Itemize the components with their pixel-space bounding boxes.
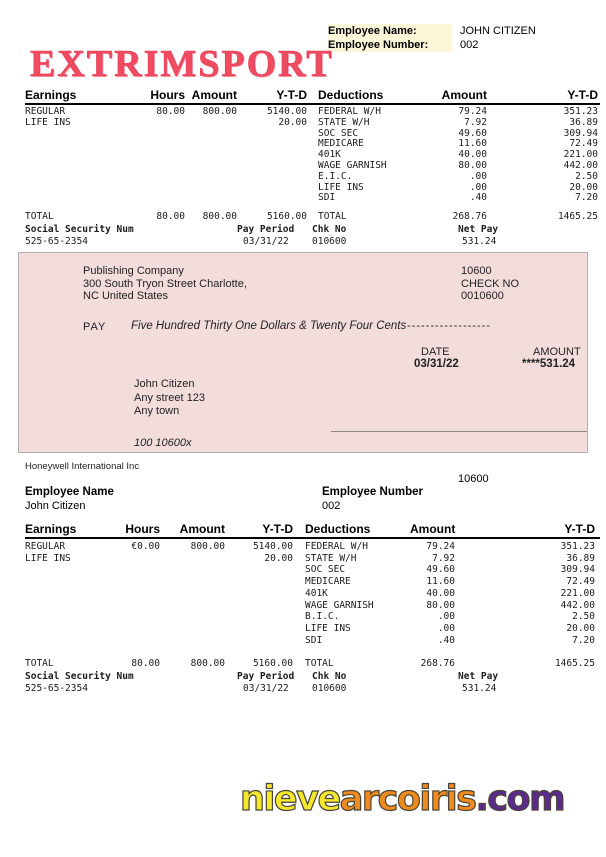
micr-text: 100 10600x — [134, 437, 192, 449]
earnings-total-ytd: 5160.00 — [266, 211, 307, 223]
check-no-label: CHECK NO — [461, 277, 520, 290]
deduction-amount: .40 — [469, 192, 487, 204]
deduction-ytd: 7.20 — [575, 192, 598, 204]
watermark-part-com: .com — [475, 779, 565, 819]
table-row — [25, 541, 293, 553]
chk-no-value: 010600 — [312, 236, 347, 248]
stub-top-table-body — [25, 107, 606, 204]
table-row — [25, 553, 293, 565]
deduction-name: SOC SEC — [305, 564, 346, 576]
pay-label: PAY — [83, 321, 107, 333]
check-region — [18, 252, 588, 453]
deductions-total-ytd: 1465.25 — [557, 211, 598, 223]
watermark-part-arcoiris: arcoiris — [339, 779, 476, 819]
earning-ytd: 5140.00 — [266, 106, 307, 117]
deduction-name: FEDERAL W/H — [318, 106, 381, 117]
table-row — [305, 576, 595, 588]
deduction-amount: .00 — [437, 611, 455, 623]
bottom-employee-number-value: 002 — [322, 500, 341, 512]
amount-label: AMOUNT — [533, 346, 581, 358]
date-label: DATE — [421, 346, 450, 358]
deduction-ytd: 2.50 — [575, 170, 598, 182]
check-company-address1: 300 South Tryon Street Charlotte, — [83, 277, 247, 290]
deduction-name: E.I.C. — [318, 170, 353, 182]
deduction-name: B.I.C. — [305, 611, 340, 623]
amount-in-words: Five Hundred Thirty One Dollars & Twenty Four Cents — [131, 320, 407, 332]
earning-name: LIFE INS — [25, 116, 71, 128]
deduction-name: STATE W/H — [305, 552, 357, 564]
amount-value: ****531.24 — [522, 358, 576, 370]
col-header-deductions: Deductions — [318, 88, 384, 102]
earnings-total-hours: 80.00 — [156, 211, 185, 223]
deduction-ytd: 309.94 — [560, 564, 595, 576]
col-header-earnings: Earnings — [25, 522, 77, 536]
deduction-ytd: 351.23 — [563, 106, 598, 117]
deduction-amount: 80.00 — [458, 159, 487, 171]
ssn-label: Social Security Num — [25, 671, 134, 683]
table-row — [305, 588, 595, 600]
table-row — [305, 553, 595, 565]
earnings-total-label: TOTAL — [25, 211, 54, 223]
col-header-deductions: Deductions — [305, 522, 371, 536]
col-header-hours: Hours — [150, 88, 185, 102]
stub-bottom-table-header — [25, 522, 600, 539]
deduction-ytd: 2.50 — [572, 611, 595, 623]
net-pay-value: 531.24 — [462, 236, 497, 248]
signature-line — [331, 431, 587, 432]
pay-period-value: 03/31/22 — [243, 683, 289, 695]
deduction-amount: 80.00 — [426, 599, 455, 611]
check-company-address2: NC United States — [83, 290, 168, 302]
stub-bottom-total-row — [25, 658, 606, 669]
deduction-name: WAGE GARNISH — [318, 159, 387, 171]
bottom-employee-name-label: Employee Name — [25, 486, 114, 498]
col-header-amount: Amount — [191, 88, 237, 102]
earning-name: REGULAR — [25, 106, 66, 117]
col-header-ytd: Y-T-D — [262, 522, 293, 536]
earning-hours: 80.00 — [156, 106, 185, 117]
deduction-name: STATE W/H — [318, 116, 370, 128]
deductions-total-label: TOTAL — [318, 211, 347, 223]
check-no-value: 0010600 — [461, 290, 504, 302]
col-header-ded-amount: Amount — [410, 522, 456, 536]
col-header-ytd: Y-T-D — [276, 88, 307, 102]
employee-name-row — [328, 24, 536, 38]
payee-block — [134, 378, 205, 419]
site-watermark — [240, 779, 564, 819]
earning-amount: 800.00 — [202, 106, 237, 117]
deduction-name: SOC SEC — [318, 127, 359, 139]
filler-dashes: ------------------ — [407, 320, 491, 332]
col-header-earnings: Earnings — [25, 88, 77, 102]
employee-number-label: Employee Number: — [328, 38, 452, 52]
table-row — [318, 183, 598, 194]
col-header-ded-ytd: Y-T-D — [567, 88, 598, 102]
deduction-name: FEDERAL W/H — [305, 541, 368, 552]
deductions-total-ytd: 1465.25 — [554, 658, 595, 670]
table-row — [305, 600, 595, 612]
table-row — [318, 118, 598, 129]
bottom-check-number: 10600 — [458, 473, 489, 485]
deduction-name: WAGE GARNISH — [305, 599, 374, 611]
deduction-ytd: 7.20 — [572, 634, 595, 646]
deductions-column — [305, 541, 595, 646]
deduction-ytd: 442.00 — [560, 599, 595, 611]
deduction-amount: 40.00 — [426, 587, 455, 599]
pay-period-label: Pay Period — [237, 671, 295, 683]
earnings-column — [25, 541, 293, 646]
deduction-amount: .00 — [469, 170, 487, 182]
earning-hours: €0.00 — [131, 541, 160, 552]
company-logo: EXTRIMSPORT — [30, 43, 334, 85]
employee-name-label: Employee Name: — [328, 24, 452, 38]
table-row — [305, 541, 595, 553]
deduction-name: MEDICARE — [318, 138, 364, 150]
stub-bottom-table-body — [25, 541, 606, 646]
date-value: 03/31/22 — [414, 358, 459, 370]
check-company-name: Publishing Company — [83, 265, 184, 277]
deduction-amount: 79.24 — [426, 541, 455, 552]
deduction-ytd: 36.89 — [566, 552, 595, 564]
earnings-column — [25, 107, 307, 204]
deduction-ytd: 221.00 — [563, 149, 598, 161]
earnings-total-amount: 800.00 — [202, 211, 237, 223]
earning-amount — [160, 553, 225, 565]
deduction-name: LIFE INS — [318, 181, 364, 193]
net-pay-value: 531.24 — [462, 683, 497, 695]
deduction-ytd: 309.94 — [563, 127, 598, 139]
deduction-amount: 7.92 — [464, 116, 487, 128]
deduction-amount: .40 — [437, 634, 455, 646]
stub-top-total-row — [25, 211, 606, 222]
deduction-amount: .00 — [469, 181, 487, 193]
earning-hours — [125, 118, 185, 129]
deduction-ytd: 442.00 — [563, 159, 598, 171]
deduction-amount: 7.92 — [432, 552, 455, 564]
chk-no-label: Chk No — [312, 224, 347, 236]
bottom-employee-number-label: Employee Number — [322, 486, 423, 498]
check-number: 10600 — [461, 265, 492, 277]
payee-address2: Any town — [134, 405, 180, 417]
stub-bottom-footer — [0, 671, 606, 709]
earnings-total-label: TOTAL — [25, 658, 54, 670]
deductions-column — [318, 107, 598, 204]
ssn-label: Social Security Num — [25, 224, 134, 236]
table-row — [305, 623, 595, 635]
pay-stub-bottom — [0, 522, 606, 709]
employee-name-value: JOHN CITIZEN — [460, 25, 536, 37]
earning-name: LIFE INS — [25, 552, 71, 564]
deduction-name: MEDICARE — [305, 576, 351, 588]
deductions-total — [305, 658, 595, 669]
earning-amount: 800.00 — [190, 541, 225, 552]
deduction-amount: 11.60 — [458, 138, 487, 150]
table-row — [25, 118, 307, 129]
earning-ytd: 5140.00 — [252, 541, 293, 552]
deduction-amount: 49.60 — [458, 127, 487, 139]
col-header-amount: Amount — [179, 522, 225, 536]
chk-no-value: 010600 — [312, 683, 347, 695]
deduction-name: SDI — [318, 192, 336, 204]
deduction-ytd: 221.00 — [560, 587, 595, 599]
table-row — [318, 172, 598, 183]
net-pay-label: Net Pay — [458, 671, 499, 683]
col-header-ded-ytd: Y-T-D — [564, 522, 595, 536]
employee-header — [328, 24, 536, 52]
earnings-total-ytd: 5160.00 — [252, 658, 293, 670]
pay-period-label: Pay Period — [237, 224, 295, 236]
ssn-value: 525-65-2354 — [25, 236, 88, 248]
table-row — [305, 611, 595, 623]
earning-amount — [185, 118, 237, 129]
bottom-employee-name-value: John Citizen — [25, 500, 86, 512]
deduction-ytd: 351.23 — [560, 541, 595, 552]
deduction-ytd: 72.49 — [566, 576, 595, 588]
check-number-block — [461, 265, 519, 303]
deductions-total-label: TOTAL — [305, 658, 334, 670]
stub-top-table-header — [25, 88, 600, 105]
check-company-block — [83, 265, 247, 303]
table-row — [318, 161, 598, 172]
pay-period-value: 03/31/22 — [243, 236, 289, 248]
col-header-hours: Hours — [125, 522, 160, 536]
bottom-company-name: Honeywell International Inc — [25, 461, 140, 472]
deductions-total-amount: 268.76 — [452, 211, 487, 223]
deduction-ytd: 36.89 — [569, 116, 598, 128]
deduction-ytd: 20.00 — [569, 181, 598, 193]
payee-address1: Any street 123 — [134, 391, 205, 404]
earning-name: REGULAR — [25, 541, 66, 552]
earning-hours — [125, 553, 160, 565]
deduction-name: SDI — [305, 634, 323, 646]
earnings-total-amount: 800.00 — [190, 658, 225, 670]
deduction-amount: 79.24 — [458, 106, 487, 117]
ssn-value: 525-65-2354 — [25, 683, 88, 695]
deduction-amount: .00 — [437, 622, 455, 634]
deductions-total — [318, 211, 598, 222]
deduction-amount: 40.00 — [458, 149, 487, 161]
chk-no-label: Chk No — [312, 671, 347, 683]
deduction-name: LIFE INS — [305, 622, 351, 634]
deductions-total-amount: 268.76 — [420, 658, 455, 670]
deduction-ytd: 72.49 — [569, 138, 598, 150]
deduction-name: 401K — [305, 587, 328, 599]
net-pay-label: Net Pay — [458, 224, 499, 236]
watermark-part-nieve: nieve — [240, 779, 340, 819]
col-header-ded-amount: Amount — [441, 88, 487, 102]
deduction-amount: 11.60 — [426, 576, 455, 588]
payee-name: John Citizen — [134, 378, 195, 390]
earning-ytd: 20.00 — [264, 552, 293, 564]
table-row — [305, 635, 595, 647]
table-row — [305, 564, 595, 576]
deduction-amount: 49.60 — [426, 564, 455, 576]
employee-number-row — [328, 38, 536, 52]
table-row — [318, 193, 598, 204]
earning-ytd: 20.00 — [278, 116, 307, 128]
pay-stub-top — [0, 88, 606, 262]
deduction-ytd: 20.00 — [566, 622, 595, 634]
deduction-name: 401K — [318, 149, 341, 161]
earnings-total-hours: 80.00 — [131, 658, 160, 670]
employee-number-value: 002 — [460, 39, 479, 51]
